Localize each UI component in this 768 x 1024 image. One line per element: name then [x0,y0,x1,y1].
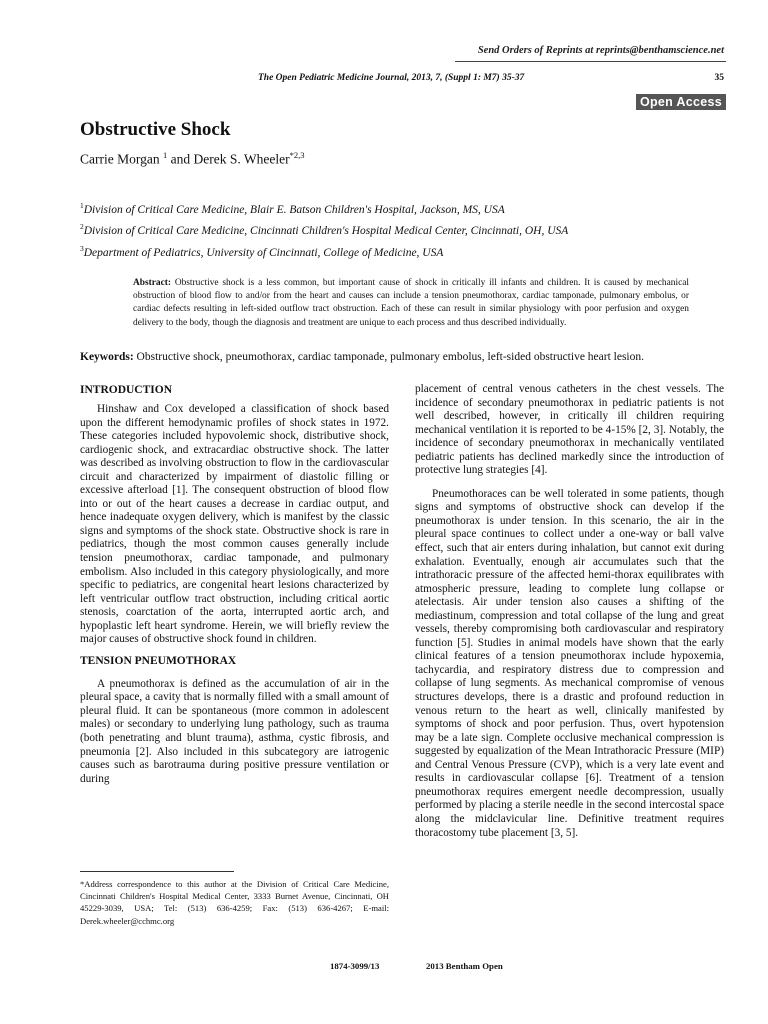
affiliation-3 [80,244,443,259]
affiliation-text: Department of Pediatrics, University of Cincinnati, College of Medicine, USA [83,246,444,259]
open-access-badge: Open Access [636,94,726,110]
issn: 1874-3099/13 [330,961,380,971]
abstract [133,277,689,330]
article-title: Obstructive Shock [80,119,231,140]
author-affiliation-mark: 1 [162,150,168,160]
paragraph: A pneumothorax is defined as the accumulation of air in the pleural space, a cavity that is normally filled with a small amount of pleural fluid. It can be spontaneous (more common in adolescent males) or secondary to underlying lung pathology, such as trauma (both penetrating and blunt trauma), asthma, cystic fibrosis, and pneumonia [2]. Also included in this subcategory are iatrogenic causes such as barotrauma during positive pressure ventilation or during [80,677,389,785]
abstract-label: Abstract: [133,278,172,288]
paragraph: placement of central venous catheters in the chest vessels. The incidence of secondary pneumothorax in pediatric patients is not well described, however, in critically ill children requiring mechanical ventilation it is reported to be 4-15% [2, 3]. Notably, the incidence of secondary pneumothorax in mechanically ventilated pediatric patients has declined markedly since the introduction of protective lung strategies [4]. [415,383,724,477]
keywords [80,351,730,363]
author-name: Carrie Morgan [80,151,160,167]
footnote-rule [80,871,234,872]
abstract-text: Obstructive shock is a less common, but important cause of shock in critically ill infants and children. It is caused by mechanical obstruction of blood flow to and/or from the heart and causes can include a tension pneumothorax, cardiac tamponade, pulmonary embolus, or cardiac defects resulting in left-sided outflow tract obstruction. Each of these can result in similar physiology with poor perfusion and oxygen delivery to the body, though the diagnosis and treatment are unique to each process and thus described individually. [133,278,689,328]
right-column [415,383,724,840]
affiliation-1 [80,201,505,216]
left-column [80,383,389,786]
reprints-notice: Send Orders of Reprints at reprints@benthamscience.net [477,45,724,56]
section-heading-tension-pneumothorax: TENSION PNEUMOTHORAX [80,654,237,667]
publisher-copyright: 2013 Bentham Open [426,961,503,971]
header-rule [455,61,726,62]
affiliation-mark: 3 [80,244,84,253]
paragraph: Hinshaw and Cox developed a classification of shock based upon the different hemodynamic profiles of shock states in 1972. These categories included hypovolemic shock, distributive shock, cardiogenic shock, and extracardiac obstructive shock. The latter was described as involving obstruction to flow in the cardiovascular circuit and characterized by impairment of diastolic filling or excessive afterload [1]. The consequent obstruction of blood flow into or out of the heart causes a decrease in cardiac output, and hence inadequate oxygen delivery, which is manifest by the classic signs and symptoms of the shock state. Obstructive shock is rare in pediatrics, though the most common causes generally include tension pneumothorax, cardiac tamponade, and pulmonary embolism. Also included in this category physiologically, and more specific to pediatrics, are congenital heart lesions characterized by left ventricular outflow tract obstruction, including critical aortic stenosis, coarctation of the aorta, interrupted aortic arch, and hypoplastic left heart syndrome. Herein, we will briefly review the major causes of obstructive shock found in children. [80,403,389,646]
author-separator: and [167,151,194,167]
affiliation-text: Division of Critical Care Medicine, Cincinnati Children's Hospital Medical Center, Cincinnati, OH, USA [83,224,569,237]
affiliation-2 [80,222,568,237]
author-list [80,150,304,168]
affiliation-mark: 2 [80,222,84,231]
section-heading-introduction: INTRODUCTION [80,384,173,396]
correspondence-footnote: *Address correspondence to this author at the Division of Critical Care Medicine, Cincinnati Children's Hospital Medical Center, 3333 Burnet Avenue, Cincinnati, OH 45229-3039, USA; Tel: (513) 636-4259; Fax: (513) 636-4267; E-mail: Derek.wheeler@cchmc.org [80,879,389,926]
keywords-label: Keywords: [80,351,134,363]
affiliation-mark: 1 [80,201,84,210]
author-affiliation-mark: *2,3 [289,150,305,160]
paragraph: Pneumothoraces can be well tolerated in some patients, though signs and symptoms of obstructive shock can develop if the pneumothorax is under tension. In this scenario, the air in the pleural space continues to collect under a one-way or ball valve effect, such that air enters during inhalation, but cannot exit during exhalation. Eventually, enough air accumulates such that the intrathoracic pressure of the affected hemi-thorax equilibrates with atmospheric pressure, leading to complete lung collapse or atelectasis. Air under tension also causes a shifting of the mediastinum, compression and total collapse of the lung and great vessels, thereby compromising both cardiovascular and respiratory function [5]. Studies in animal models have shown that the early clinical features of a tension pneumothorax include hypoxemia, tachycardia, and respiratory distress due to compression and collapse of lung segments. As mechanical compromise of venous structures develops, there is a drastic and profound reduction in venous return to the heart as well, clinically manifested by symptoms of shock and poor perfusion. Thus, overt hypotension may be a late sign. Complete occlusive mechanical compression is suggested by equalization of the Mean Intrathoracic Pressure (MIP) and Central Venous Pressure (CVP), which is a very late event and results in cardiovascular collapse [6]. Treatment of a tension pneumothorax requires emergent needle decompression, usually performed by placing a sterile needle in the second intercostal space along the midclavicular line. Definitive treatment requires thoracostomy tube placement [3, 5]. [415,487,724,839]
journal-citation: The Open Pediatric Medicine Journal, 2013, 7, (Suppl 1: M7) 35-37 [258,73,525,83]
affiliation-text: Division of Critical Care Medicine, Blair E. Batson Children's Hospital, Jackson, MS, USA [83,203,505,216]
author-name: Derek S. Wheeler [193,151,290,167]
page-number: 35 [714,73,724,83]
keywords-text: Obstructive shock, pneumothorax, cardiac tamponade, pulmonary embolus, left-sided obstructive heart lesion. [133,351,645,363]
